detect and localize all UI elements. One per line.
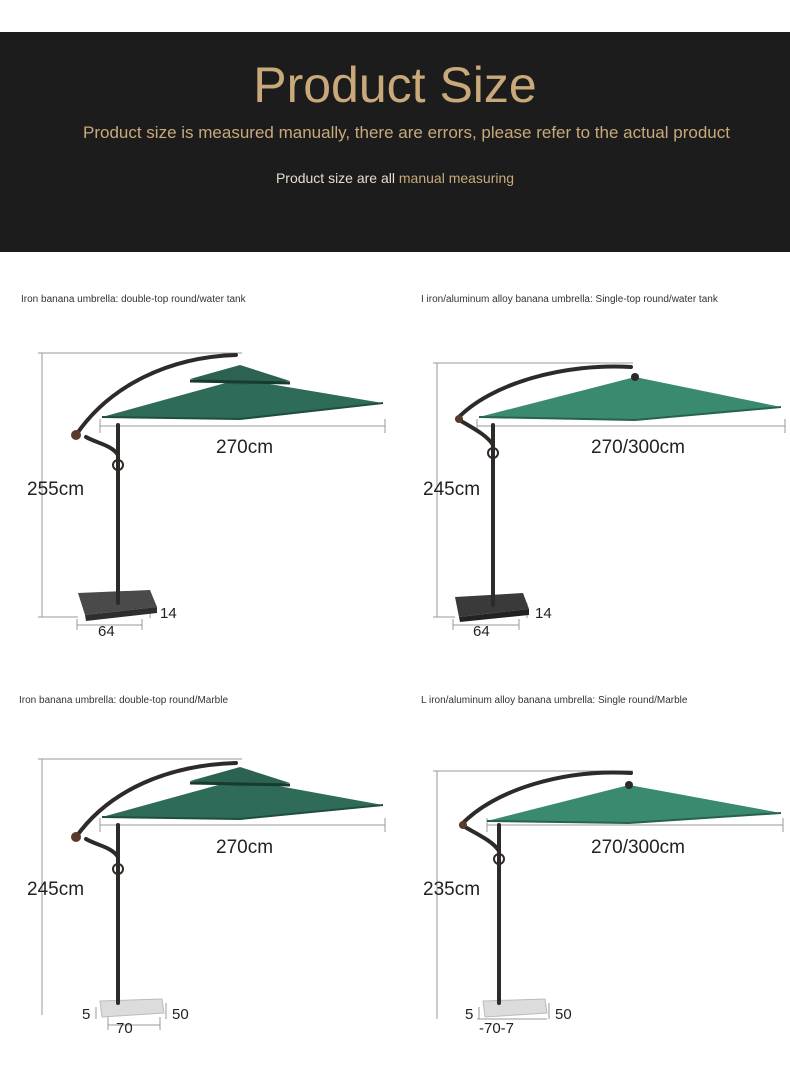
umbrella-diagram [0, 285, 395, 655]
product-panel-2 [395, 285, 790, 685]
base-width-dimension: 70 [116, 1020, 133, 1037]
product-caption: Iron banana umbrella: double-top round/Marble [19, 695, 229, 706]
base-left-dimension: 5 [465, 1006, 474, 1023]
base-width-dimension: -70-7 [479, 1020, 515, 1037]
base-height-dimension: 50 [555, 1006, 572, 1023]
product-caption: Iron banana umbrella: double-top round/water tank [21, 294, 246, 305]
base-height-dimension: 50 [172, 1006, 189, 1023]
product-panel-3 [0, 685, 395, 1085]
width-dimension: 270/300cm [591, 837, 686, 858]
umbrella-diagram [395, 285, 790, 655]
height-dimension: 245cm [423, 479, 481, 500]
measure-subtitle-b: manual measuring [398, 170, 515, 186]
width-dimension: 270/300cm [591, 437, 686, 458]
measure-subtitle [0, 170, 790, 186]
page-title: Product Size [253, 57, 537, 113]
product-panel-4 [395, 685, 790, 1085]
height-dimension: 245cm [27, 879, 85, 900]
product-caption: I iron/aluminum alloy banana umbrella: Single-top round/water tank [421, 294, 718, 305]
disclaimer-text: Product size is measured manually, there are errors, please refer to the actual product [83, 123, 730, 142]
base-width-dimension: 64 [473, 623, 490, 640]
base-height-dimension: 14 [535, 605, 552, 622]
width-dimension: 270cm [216, 437, 274, 458]
umbrella-diagram [395, 685, 790, 1053]
base-left-dimension: 5 [82, 1006, 91, 1023]
umbrella-diagram [0, 685, 395, 1053]
measure-subtitle-a: Product size are all [275, 170, 399, 186]
product-panel-1 [0, 285, 395, 685]
height-dimension: 235cm [423, 879, 481, 900]
base-height-dimension: 14 [160, 605, 177, 622]
base-width-dimension: 64 [98, 623, 115, 640]
width-dimension: 270cm [216, 837, 274, 858]
height-dimension: 255cm [27, 479, 85, 500]
product-caption: L iron/aluminum alloy banana umbrella: Single round/Marble [421, 695, 688, 706]
